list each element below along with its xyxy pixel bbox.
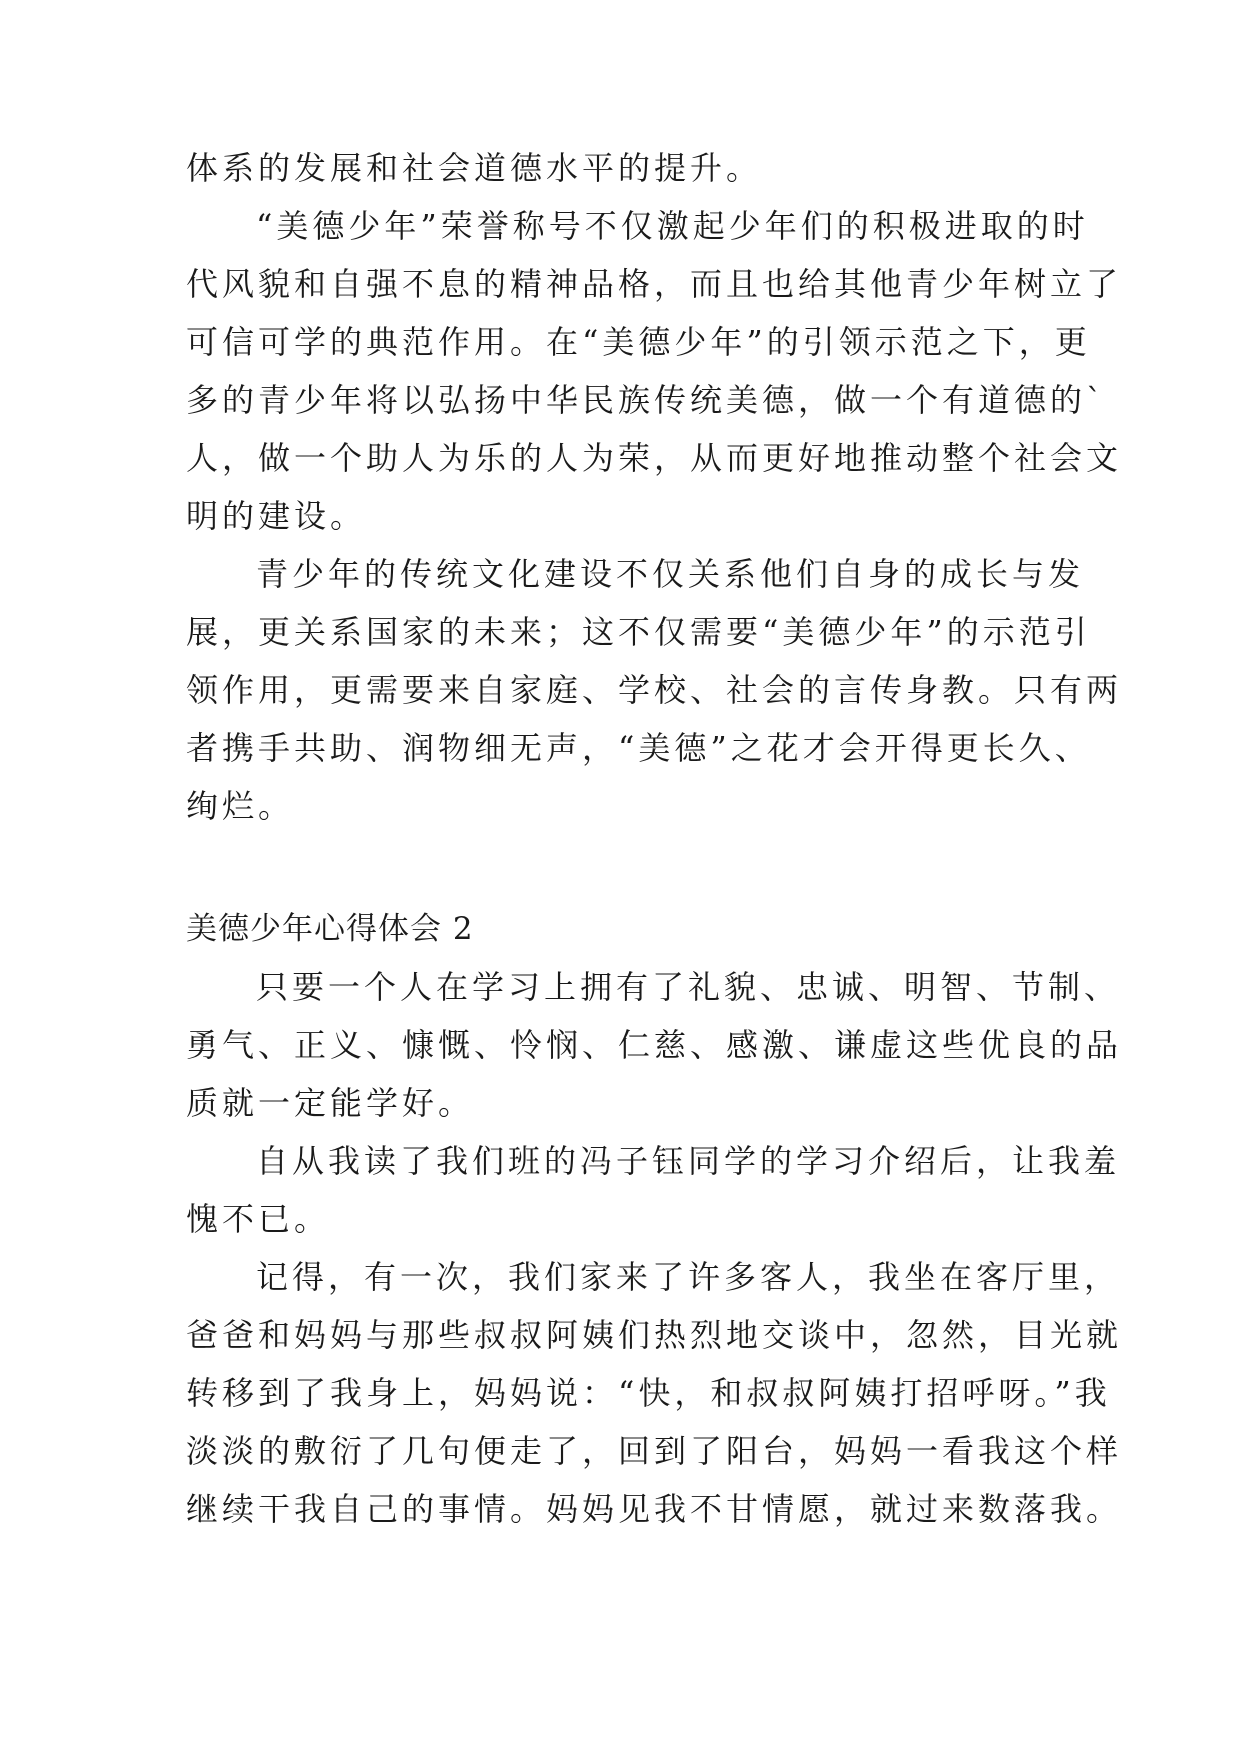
paragraph-start-line: 只要一个人在学习上拥有了礼貌、忠诚、明智、节制、 [256, 968, 1121, 1006]
text-line: 勇气、正义、慷慨、怜悯、仁慈、感激、谦虚这些优良的品 [186, 1026, 1123, 1064]
text-line: 人，做一个助人为乐的人为荣，从而更好地推动整个社会文 [186, 439, 1123, 477]
paragraph-start-line: 青少年的传统文化建设不仅关系他们自身的成长与发 [256, 555, 1085, 593]
text-line: 代风貌和自强不息的精神品格，而且也给其他青少年树立了 [186, 265, 1123, 303]
text-line: 多的青少年将以弘扬中华民族传统美德，做一个有道德的` [186, 381, 1107, 419]
section-heading: 美德少年心得体会 2 [186, 911, 474, 947]
text-line: 爸爸和妈妈与那些叔叔阿姨们热烈地交谈中，忽然，目光就 [186, 1316, 1123, 1354]
text-line: 质就一定能学好。 [186, 1084, 475, 1122]
text-line: 淡淡的敷衍了几句便走了，回到了阳台，妈妈一看我这个样 [186, 1432, 1123, 1470]
text-line: 可信可学的典范作用。在“美德少年”的引领示范之下，更 [186, 323, 1091, 361]
paragraph-start-line: “美德少年”荣誉称号不仅激起少年们的积极进取的时 [256, 207, 1089, 245]
paragraph-start-line: 记得，有一次，我们家来了许多客人，我坐在客厅里， [256, 1258, 1121, 1296]
text-line: 展，更关系国家的未来；这不仅需要“美德少年”的示范引 [186, 613, 1091, 651]
text-line: 绚烂。 [186, 787, 295, 825]
text-line: 领作用，更需要来自家庭、学校、社会的言传身教。只有两 [186, 671, 1123, 709]
text-line: 愧不已。 [186, 1200, 331, 1238]
text-line: 继续干我自己的事情。妈妈见我不甘情愿，就过来数落我。 [186, 1490, 1123, 1528]
text-line: 体系的发展和社会道德水平的提升。 [186, 149, 763, 187]
text-line: 者携手共助、润物细无声，“美德”之花才会开得更长久、 [186, 729, 1091, 767]
text-line: 明的建设。 [186, 497, 367, 535]
text-line: 转移到了我身上，妈妈说：“快，和叔叔阿姨打招呼呀。”我 [186, 1374, 1111, 1412]
paragraph-start-line: 自从我读了我们班的冯子钰同学的学习介绍后，让我羞 [256, 1142, 1121, 1180]
